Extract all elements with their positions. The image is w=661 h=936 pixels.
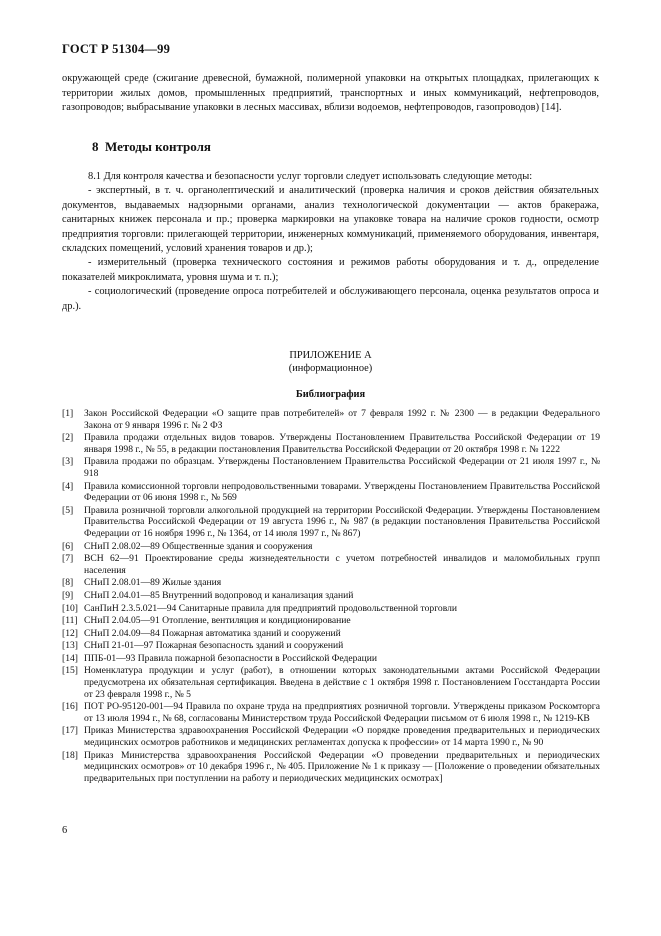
reference-number: [8] [62,577,74,589]
reference-text: СНиП 2.04.05—91 Отопление, вентиляция и кондиционирование [84,615,351,627]
reference-number: [5] [62,504,74,516]
reference-number: [18] [62,749,78,761]
reference-number: [16] [62,701,78,713]
reference-number: [4] [62,480,74,492]
section-title-text: Методы контроля [105,139,211,154]
reference-item [62,553,600,576]
reference-text: Правила розничной торговли алкогольной продукцией на территории Российской Федерации. Утверждены Постановлением Правительства Российской Федерации от 19 августа 1996 г., № 987 (в редакции постановления Правительства Российской Федерации от 16 ноября 1996 г., № 1364, от 14 июля 1997 г., № 867) [84,504,600,539]
appendix-title: ПРИЛОЖЕНИЕ А [289,350,372,361]
reference-item [62,615,600,627]
reference-text: Правила комиссионной торговли непродовольственными товарами. Утверждены Постановлением Правительства Российской Федерации от 06 июня 1998 г., № 569 [84,480,600,504]
appendix-title-block [0,349,661,375]
reference-text: СНиП 2.04.01—85 Внутренний водопровод и канализация зданий [84,589,354,601]
reference-text: Закон Российской Федерации «О защите прав потребителей» от 7 февраля 1992 г. № 2300 — в редакции Федерального Закона от 9 января 1996 г. № 2 ФЗ [84,408,600,431]
reference-text: Правила продажи отдельных видов товаров. Утверждены Постановлением Правительства Российской Федерации от 19 января 1998 г., № 55, в редакции постановления Правительства Российской Федерации от 20 октября 1998 г. № 1222 [84,432,600,455]
reference-item [62,603,600,615]
reference-item [62,541,600,553]
reference-number: [1] [62,408,74,419]
method-sociological: - социологический (проведение опроса потребителей и обслуживающего персонала, оценка результатов опроса и др.). [62,286,599,312]
reference-text: Приказ Министерства здравоохранения Российской Федерации «О порядке проведения предварительных и периодических медицинских осмотров работников и медицинских регламентах допуска к профессии» от 14 марта 1990 г., № 90 [84,725,600,749]
reference-item [62,701,600,724]
page-number: 6 [62,825,68,836]
reference-number: [17] [62,725,78,737]
section-title [92,139,211,155]
appendix-subtitle: (информационное) [288,363,373,374]
reference-number: [15] [62,665,78,677]
reference-item [62,505,600,540]
reference-number: [13] [62,640,78,652]
reference-number: [10] [62,602,78,614]
reference-number: [9] [62,589,74,601]
reference-number: [3] [62,456,74,468]
reference-number: [7] [62,553,74,565]
reference-number: [6] [62,540,74,552]
reference-text: Приказ Министерства здравоохранения Российской Федерации «О проведении предварительных и периодических медицинских осмотров» от 10 декабря 1996 г., № 405. Приложение № 1 к приказу — [Положение о проведении обязательных предварительных при поступлении на работу и периодических медицинских осмотрах] [84,749,600,784]
bibliography-heading: Библиография [295,389,366,400]
reference-item [62,456,600,479]
method-expert: - экспертный, в т. ч. органолептический и аналитический (проверка наличия и сроков действия обязательных документов, выдаваемых надзорными органами, анализ технологической документации — актов бракеража, санитарных книжек персонала и пр.; проверка маркировки на упаковке товара на наличие сроков годности, осмотр предприятия торговли: прилегающей территории, инженерных коммуникаций, применяемого оборудования, инвентаря, складских помещений, условий хранения товаров и др.); [62,185,599,255]
method-measuring: - измерительный (проверка технического состояния и режимов работы оборудования и т. д., определение показателей микроклимата, уровня шума и т. п.); [62,257,599,283]
section-body [62,170,599,314]
standard-header: ГОСТ Р 51304—99 [62,42,171,56]
reference-item [62,665,600,700]
reference-text: Номенклатура продукции и услуг (работ), в отношении которых законодательными актами Российской Федерации предусмотрена их обязательная сертификация. Введена в действие с 1 октября 1998 г. Постановлением Госстандарта России от 23 февраля 1998 г., № 5 [84,665,600,700]
bibliography-list [62,408,600,785]
reference-text: ППБ-01—93 Правила пожарной безопасности в Российской Федерации [84,652,378,664]
reference-text: Правила продажи по образцам. Утверждены Постановлением Правительства Российской Федерации от 21 июля 1997 г., № 918 [84,456,600,479]
reference-item [62,408,600,431]
reference-number: [12] [62,627,78,639]
reference-number: [11] [62,615,78,627]
reference-text: СНиП 21-01—97 Пожарная безопасность зданий и сооружений [84,640,344,652]
reference-item [62,640,600,652]
reference-item [62,590,600,602]
section-number: 8 [92,139,99,154]
reference-number: [14] [62,652,78,664]
reference-item [62,725,600,748]
reference-text: СанПиН 2.3.5.021—94 Санитарные правила для предприятий продовольственной торговли [84,602,458,614]
paragraph-8-1: 8.1 Для контроля качества и безопасности услуг торговли следует использовать следующие методы: [88,171,533,182]
reference-text: СНиП 2.08.01—89 Жилые здания [84,577,222,589]
reference-item [62,750,600,785]
reference-number: [2] [62,432,74,444]
reference-text: СНиП 2.08.02—89 Общественные здания и сооружения [84,540,313,552]
intro-paragraph: окружающей среде (сжигание древесной, бумажной, полимерной упаковки на открытых площадках, прилегающих к территории жилых домов, промышленных предприятий, транспортных и иных коммуникаций, нефтепроводов, газопроводов; выбрасывание упаковки в лесных массивах, вблизи водоемов, нефтепроводов, газопроводов) [14]. [62,73,599,113]
reference-item [62,628,600,640]
reference-item [62,653,600,665]
reference-item [62,432,600,455]
reference-item [62,481,600,504]
reference-text: СНиП 2.04.09—84 Пожарная автоматика зданий и сооружений [84,627,341,639]
reference-text: ВСН 62—91 Проектирование среды жизнедеятельности с учетом потребностей инвалидов и маломобильных групп населения [84,553,600,576]
reference-item [62,577,600,589]
reference-text: ПОТ РО-95120-001—94 Правила по охране труда на предприятиях розничной торговли. Утверждены приказом Роскомторга от 13 июля 1994 г., № 68, согласованы Министерством труда Российской Федерации письмом от 6 июля 1998 г., № 1219-КВ [84,701,600,724]
